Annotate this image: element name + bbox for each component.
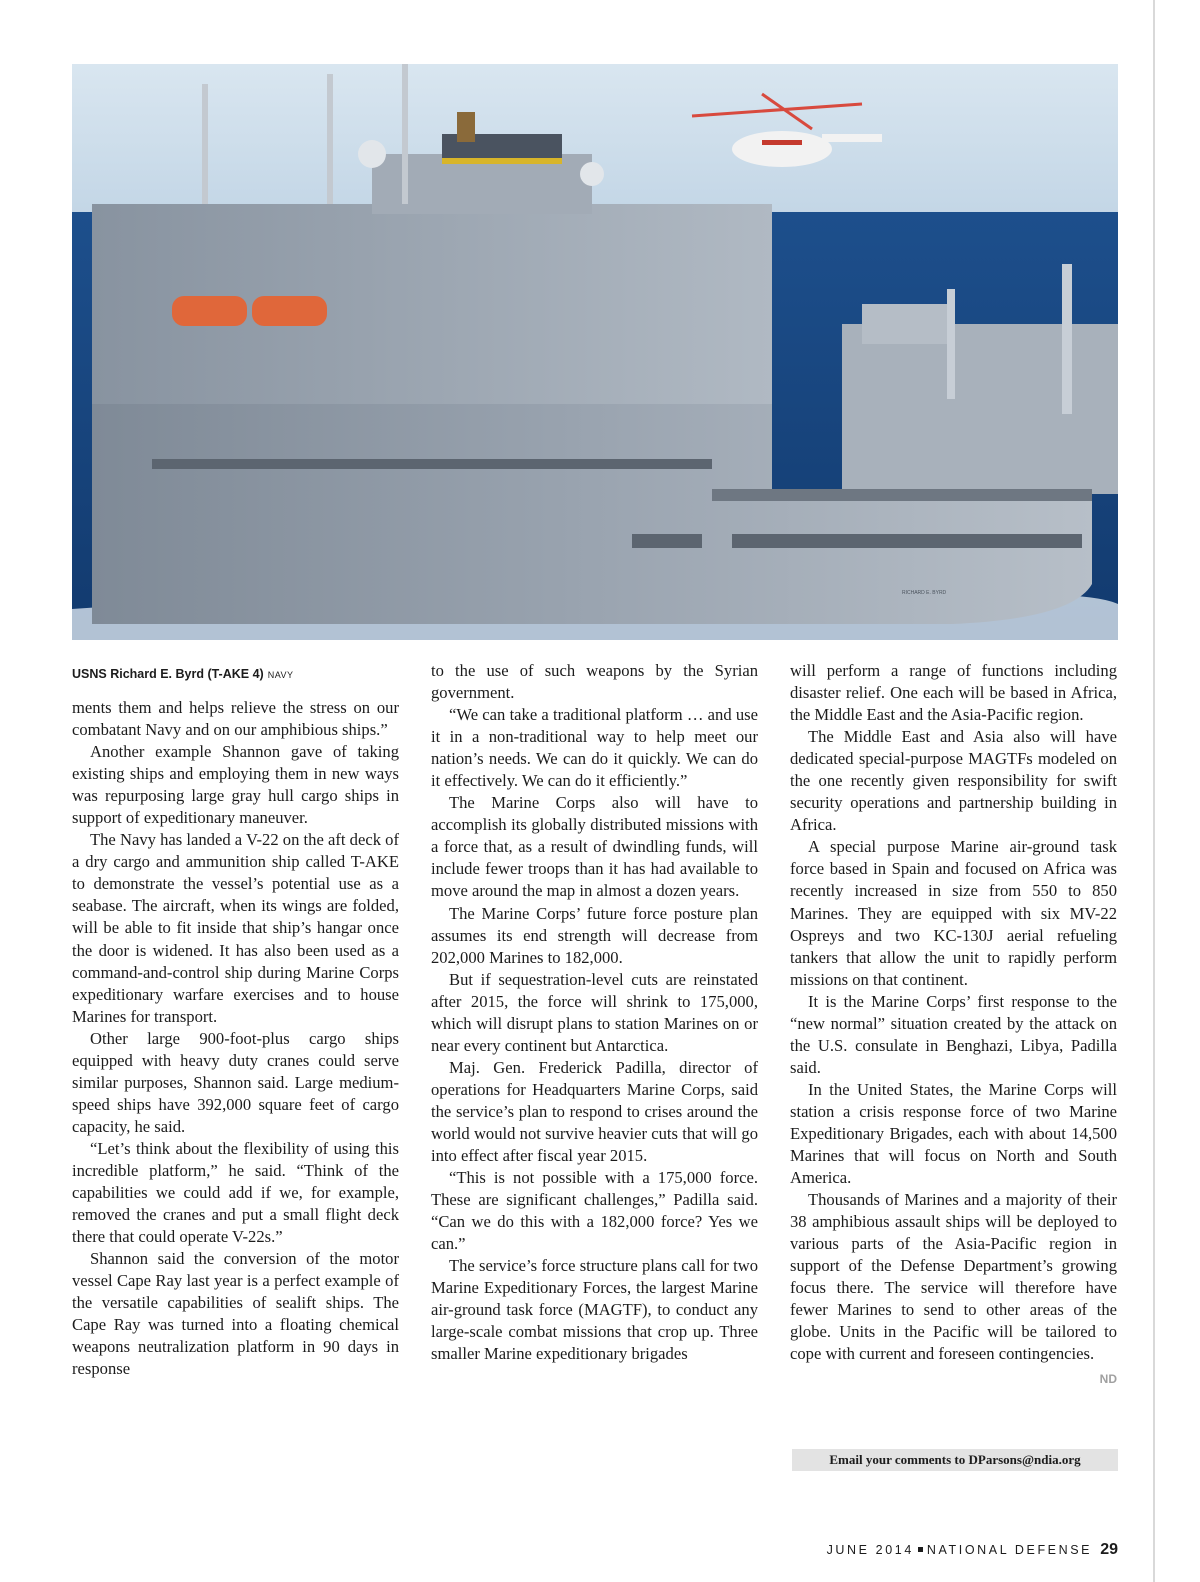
paragraph [790, 1189, 1117, 1386]
footer-publication: NATIONAL DEFENSE [926, 1543, 1093, 1557]
paragraph: The service’s force structure plans call for two Marine Expeditionary Forces, the largest Marine air-ground task force (MAGTF), to conduct any large-scale combat missions that crop up. Three smaller Marine expeditionary brigades [431, 1256, 758, 1364]
paragraph: “This is not possible with a 175,000 force. These are significant challenges,” Padilla said. “Can we do this with a 182,000 force? Yes we can.” [431, 1168, 758, 1254]
paragraph: to the use of such weapons by the Syrian government. [431, 661, 758, 703]
footer-date: JUNE 2014 [826, 1543, 914, 1557]
article-column-1 [72, 660, 399, 1380]
paragraph-text: Thousands of Marines and a majority of their 38 amphibious assault ships will be deployed to various parts of the Asia-Pacific region in support of the Defense Department’s growing focus there. The service will therefore have fewer Marines to send to other areas of the globe. Units in the Pacific will be tailored to cope with current and foreseen contingencies. [790, 1190, 1117, 1364]
paragraph: The Marine Corps’ future force posture plan assumes its end strength will decrease from 202,000 Marines to 182,000. [431, 903, 758, 967]
paragraph: A special purpose Marine air-ground task force based in Spain and focused on Africa was recently increased in size from 550 to 850 Marines. They are equipped with six MV-22 Ospreys and two KC-130J aerial refueling tankers that allow the unit to rapidly perform missions on that continent. [790, 837, 1117, 989]
page-edge-line [1153, 0, 1155, 1582]
footer-bullet [918, 1547, 923, 1552]
paragraph: Maj. Gen. Frederick Padilla, director of operations for Headquarters Marine Corps, said the service’s plan to respond to crises around the world would not survive heavier cuts that will go into effect after fiscal year 2015. [431, 1057, 758, 1166]
email-comments-box [792, 1449, 1118, 1471]
paragraph: Shannon said the conversion of the motor vessel Cape Ray last year is a perfect example of the versatile capabilities of sealift ships. The Cape Ray was turned into a floating chemical weapons neutralization platform in 90 days in response [72, 1249, 399, 1379]
hull-name-text: RICHARD E. BYRD [902, 590, 947, 596]
paragraph: “We can take a traditional platform … and use it in a non-traditional way to help meet our nation’s needs. We can do it quickly. We can do it effectively. We can do it efficiently.” [431, 705, 758, 791]
paragraph: But if sequestration-level cuts are reinstated after 2015, the force will shrink to 175,000, which will disrupt plans to station Marines on or near every continent but Antarctica. [431, 969, 758, 1055]
paragraph: Other large 900-foot-plus cargo ships equipped with heavy duty cranes could serve similar purposes, Shannon said. Large medium-speed ships have 392,000 square feet of cargo capacity, he said. [72, 1028, 399, 1136]
paragraph: The Navy has landed a V-22 on the aft deck of a dry cargo and ammunition ship called T-AKE to demonstrate the vessel’s potential use as a seabase. The aircraft, when its wings are folded, will be able to fit inside that ship’s hangar once the door is widened. It has also been used as a command-and-control ship during Marine Corps expeditionary warfare exercises and to house Marines for transport. [72, 830, 399, 1026]
article-column-3 [790, 660, 1117, 1390]
photo-caption [72, 666, 399, 683]
paragraph: ments them and helps relieve the stress on our combatant Navy and on our amphibious ships.” [72, 698, 399, 740]
page-footer [827, 1541, 1118, 1561]
photo-caption-text: USNS Richard E. Byrd (T-AKE 4) [72, 667, 264, 681]
email-prefix: Email your comments to [829, 1452, 969, 1467]
paragraph: The Marine Corps also will have to accomplish its globally distributed missions with a force that, as a result of dwindling funds, will include fewer troops than it has had available to move around the map in almost a dozen years. [431, 793, 758, 901]
paragraph: In the United States, the Marine Corps will station a crisis response force of two Marine Expeditionary Brigades, each with about 14,500 Marines that will focus on North and South America. [790, 1079, 1117, 1188]
paragraph: The Middle East and Asia also will have dedicated special-purpose MAGTFs modeled on the one recently given responsibility for swift security operations and partnership building in Africa. [790, 727, 1117, 835]
ship-photo [72, 64, 1118, 640]
end-mark: ND [1099, 1371, 1117, 1386]
photo-credit: NAVY [267, 670, 294, 680]
paragraph: will perform a range of functions including disaster relief. One each will be based in Africa, the Middle East and the Asia-Pacific region. [790, 661, 1117, 725]
page-number: 29 [1100, 1541, 1118, 1558]
paragraph: “Let’s think about the flexibility of using this incredible platform,” he said. “Think of the capabilities we could add if we, for example, removed the cranes and put a small flight deck there that could operate V-22s.” [72, 1138, 399, 1247]
email-address-link[interactable]: DParsons@ndia.org [968, 1452, 1081, 1467]
paragraph: Another example Shannon gave of taking existing ships and employing them in new ways was repurposing large gray hull cargo ships in support of expeditionary maneuver. [72, 742, 399, 828]
paragraph: It is the Marine Corps’ first response to the “new normal” situation created by the attack on the U.S. consulate in Benghazi, Libya, Padilla said. [790, 991, 1117, 1077]
article-column-2 [431, 660, 758, 1366]
